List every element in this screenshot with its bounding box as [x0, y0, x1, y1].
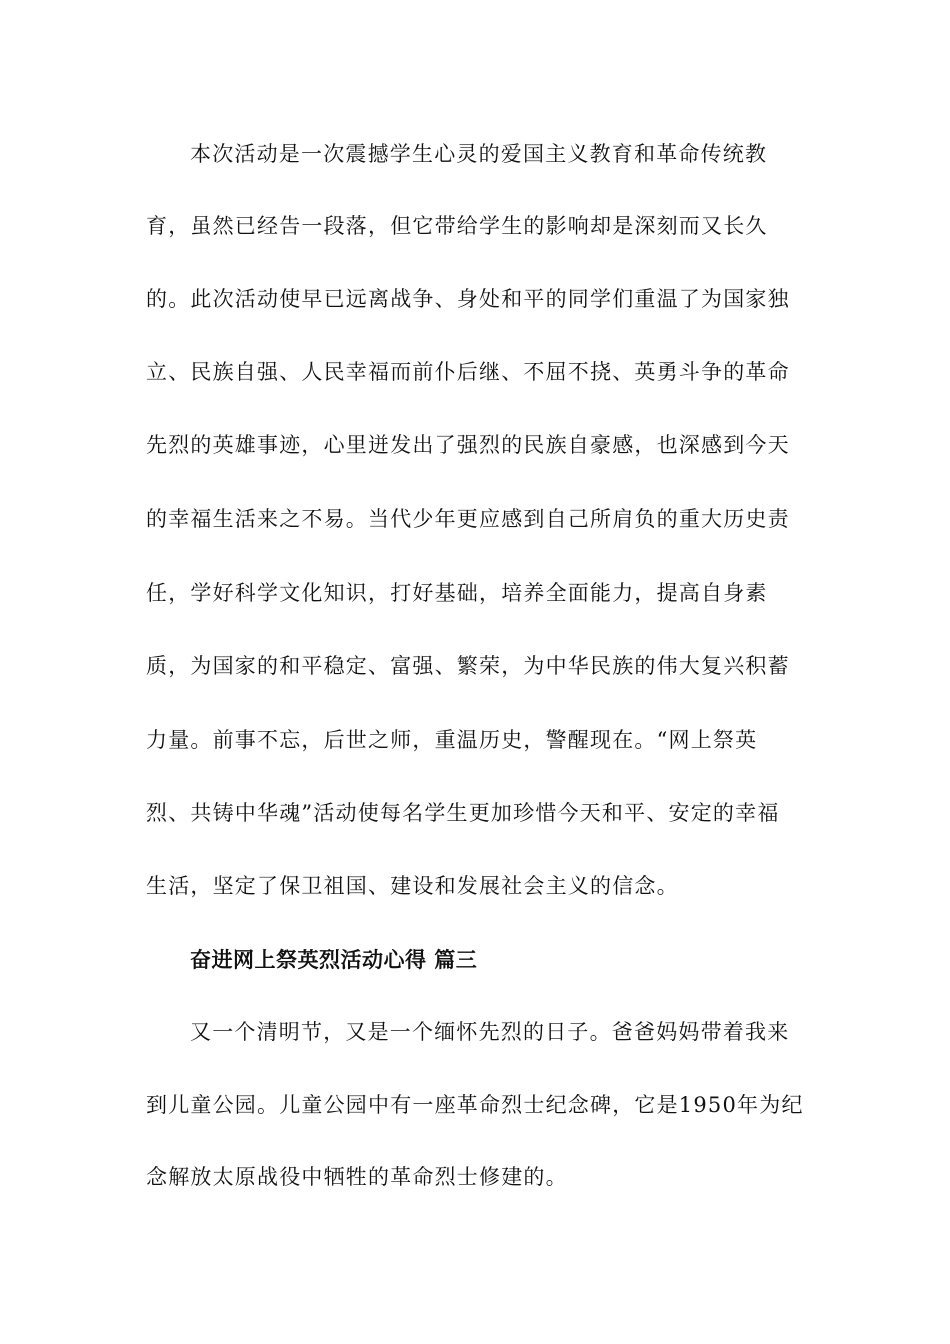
paragraph2-line-3: 念解放太原战役中牺牲的革命烈士修建的。 [146, 1165, 568, 1189]
paragraph1-line-4: 立、民族自强、人民幸福而前仆后继、不屈不挠、英勇斗争的革命 [146, 360, 790, 384]
paragraph1-line-11: 生活，坚定了保卫祖国、建设和发展社会主义的信念。 [146, 874, 679, 898]
paragraph1-line-9: 力量。前事不忘，后世之师，重温历史，警醒现在。“网上祭英 [146, 728, 758, 752]
paragraph1-line-8: 质，为国家的和平稳定、富强、繁荣，为中华民族的伟大复兴积蓄 [146, 654, 790, 678]
paragraph2-line-1: 又一个清明节，又是一个缅怀先烈的日子。爸爸妈妈带着我来 [190, 1020, 790, 1044]
section-heading: 奋进网上祭英烈活动心得 篇三 [190, 947, 478, 972]
paragraph1-line-6: 的幸福生活来之不易。当代少年更应感到自己所肩负的重大历史责 [146, 507, 790, 531]
paragraph1-line-5: 先烈的英雄事迹，心里迸发出了强烈的民族自豪感，也深感到今天 [146, 433, 790, 457]
paragraph2-line-2: 到儿童公园。儿童公园中有一座革命烈士纪念碑，它是1950年为纪 [146, 1093, 804, 1117]
paragraph1-line-10: 烈、共铸中华魂”活动使每名学生更加珍惜今天和平、安定的幸福 [146, 801, 780, 825]
paragraph1-line-7: 任，学好科学文化知识，打好基础，培养全面能力，提高自身素 [146, 581, 768, 605]
paragraph1-line-2: 育，虽然已经告一段落，但它带给学生的影响却是深刻而又长久 [146, 214, 768, 238]
paragraph1-line-1: 本次活动是一次震撼学生心灵的爱国主义教育和革命传统教 [190, 142, 768, 166]
paragraph1-line-3: 的。此次活动使早已远离战争、身处和平的同学们重温了为国家独 [146, 287, 790, 311]
